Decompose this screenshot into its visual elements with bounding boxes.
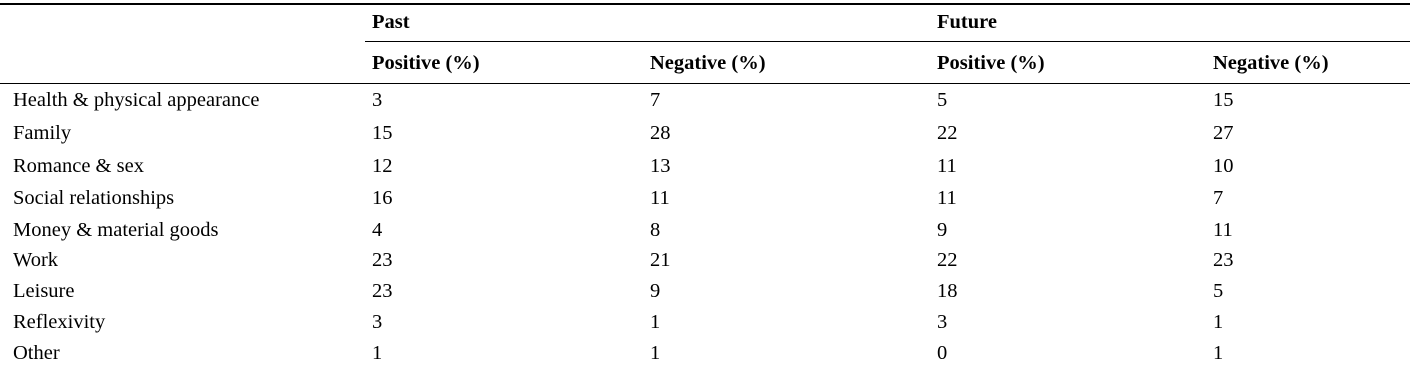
cell-past-negative: 11 — [650, 187, 670, 209]
cell-future-positive: 9 — [937, 219, 948, 241]
group-rule — [365, 41, 1410, 42]
cell-future-negative: 11 — [1213, 219, 1233, 241]
cell-past-positive: 4 — [372, 219, 383, 241]
cell-past-negative: 7 — [650, 89, 661, 111]
cell-future-negative: 7 — [1213, 187, 1224, 209]
cell-future-negative: 5 — [1213, 280, 1224, 302]
cell-past-negative: 13 — [650, 155, 671, 177]
row-label: Reflexivity — [13, 311, 106, 333]
row-label: Social relationships — [13, 187, 175, 209]
cell-future-negative: 15 — [1213, 89, 1234, 111]
cell-past-positive: 16 — [372, 187, 393, 209]
cell-future-negative: 1 — [1213, 311, 1224, 333]
group-header-past: Past — [372, 11, 410, 33]
cell-future-positive: 18 — [937, 280, 958, 302]
cell-past-positive: 23 — [372, 249, 393, 271]
row-label: Other — [13, 342, 60, 364]
cell-past-negative: 8 — [650, 219, 661, 241]
row-label: Work — [13, 249, 59, 271]
subheader-future-negative: Negative (%) — [1213, 52, 1329, 74]
row-label: Money & material goods — [13, 219, 219, 241]
cell-past-negative: 28 — [650, 122, 671, 144]
cell-future-positive: 11 — [937, 155, 957, 177]
subheader-past-negative: Negative (%) — [650, 52, 766, 74]
row-label: Romance & sex — [13, 155, 144, 177]
cell-future-positive: 11 — [937, 187, 957, 209]
cell-future-positive: 0 — [937, 342, 948, 364]
cell-future-negative: 10 — [1213, 155, 1234, 177]
cell-past-negative: 9 — [650, 280, 661, 302]
cell-past-negative: 1 — [650, 342, 661, 364]
cell-future-positive: 22 — [937, 249, 958, 271]
cell-past-positive: 3 — [372, 311, 383, 333]
cell-past-positive: 15 — [372, 122, 393, 144]
cell-future-positive: 22 — [937, 122, 958, 144]
cell-future-negative: 27 — [1213, 122, 1234, 144]
header-rule — [0, 83, 1410, 84]
cell-past-positive: 12 — [372, 155, 393, 177]
cell-past-positive: 1 — [372, 342, 383, 364]
cell-past-negative: 1 — [650, 311, 661, 333]
top-rule — [0, 3, 1410, 5]
cell-past-positive: 23 — [372, 280, 393, 302]
cell-future-negative: 1 — [1213, 342, 1224, 364]
subheader-future-positive: Positive (%) — [937, 52, 1045, 74]
row-label: Family — [13, 122, 72, 144]
cell-future-negative: 23 — [1213, 249, 1234, 271]
row-label: Leisure — [13, 280, 75, 302]
cell-future-positive: 5 — [937, 89, 948, 111]
row-label: Health & physical appearance — [13, 89, 260, 111]
cell-past-positive: 3 — [372, 89, 383, 111]
cell-future-positive: 3 — [937, 311, 948, 333]
subheader-past-positive: Positive (%) — [372, 52, 480, 74]
cell-past-negative: 21 — [650, 249, 671, 271]
group-header-future: Future — [937, 11, 997, 33]
